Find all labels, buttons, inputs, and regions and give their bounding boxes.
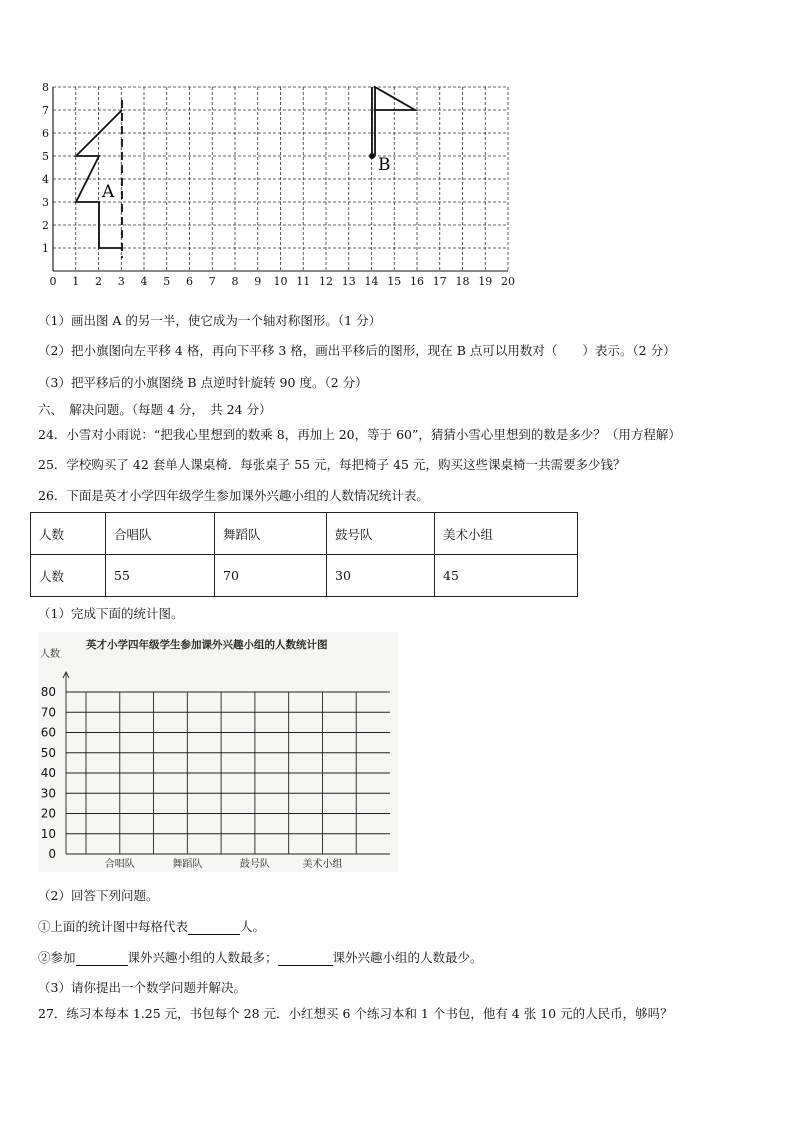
question-2: （2）把小旗图向左平移 4 格，再向下平移 3 格，画出平移后的图形，现在 B 点可以用数对（ ）表示。（2 分） bbox=[38, 343, 676, 358]
x-tick-label: 0 bbox=[49, 275, 57, 288]
chart-category-label: 舞蹈队 bbox=[172, 859, 203, 870]
x-tick-label: 6 bbox=[186, 275, 193, 288]
table-cell: 55 bbox=[106, 555, 215, 597]
problem-26-part-2a: ①上面的统计图中每格代表 人。 bbox=[38, 919, 266, 934]
x-tick-label: 3 bbox=[117, 275, 125, 288]
chart-y-tick-label: 30 bbox=[40, 786, 56, 801]
chart-title: 英才小学四年级学生参加课外兴趣小组的人数统计图 bbox=[86, 639, 328, 651]
point-b bbox=[369, 153, 375, 159]
x-tick-label: 13 bbox=[341, 275, 356, 288]
question-3: （3）把平移后的小旗图绕 B 点逆时针旋转 90 度。（2 分） bbox=[38, 375, 368, 390]
table-cell: 合唱队 bbox=[106, 513, 215, 555]
table-cell: 70 bbox=[215, 555, 327, 597]
table-row bbox=[31, 555, 578, 597]
x-tick-label: 15 bbox=[387, 275, 402, 288]
answer-blank[interactable] bbox=[76, 949, 128, 966]
chart-y-tick-label: 40 bbox=[40, 766, 56, 780]
y-tick-label: 3 bbox=[42, 196, 49, 209]
coordinate-grid-figure bbox=[0, 0, 794, 300]
flag-shape bbox=[375, 87, 415, 156]
problem-26-part-2b: ②参加 课外兴趣小组的人数最多； 课外兴趣小组的人数最少。 bbox=[38, 950, 483, 965]
table-cell: 30 bbox=[327, 555, 435, 597]
chart-ylabel: 人数 bbox=[40, 649, 60, 660]
chart-category-label: 合唱队 bbox=[104, 859, 135, 870]
y-tick-label: 6 bbox=[42, 127, 49, 140]
x-tick-label: 14 bbox=[364, 275, 379, 288]
y-tick-label: 7 bbox=[42, 104, 49, 117]
chart-y-tick-label: 70 bbox=[40, 705, 56, 720]
chart-y-tick-label: 0 bbox=[48, 847, 56, 861]
shape-a-label: A bbox=[102, 182, 115, 202]
y-tick-label: 2 bbox=[42, 219, 49, 232]
y-tick-label: 1 bbox=[42, 242, 49, 255]
problem-27: 27．练习本每本 1.25 元，书包每个 28 元．小红想买 6 个练习本和 1 个书包，他有 4 张 10 元的人民币，够吗？ bbox=[38, 1006, 673, 1021]
chart-y-tick-label: 80 bbox=[40, 685, 56, 699]
x-tick-label: 11 bbox=[296, 275, 311, 288]
problem-26-part-3: （3）请你提出一个数学问题并解决。 bbox=[38, 980, 246, 995]
x-tick-label: 9 bbox=[254, 275, 262, 288]
chart-category-label: 鼓号队 bbox=[239, 859, 270, 870]
question-1: （1）画出图 A 的另一半，使它成为一个轴对称图形。（1 分） bbox=[38, 313, 382, 328]
chart-y-tick-label: 10 bbox=[40, 826, 56, 841]
problem-26-part-1: （1）完成下面的统计图。 bbox=[38, 606, 184, 621]
chart-category-label: 美术小组 bbox=[302, 859, 343, 870]
x-tick-label: 10 bbox=[273, 275, 288, 288]
table-cell: 鼓号队 bbox=[327, 513, 435, 555]
x-tick-label: 17 bbox=[432, 275, 447, 288]
bar-chart bbox=[38, 632, 398, 872]
chart-y-tick-label: 50 bbox=[40, 745, 56, 760]
problem-26-part-2: （2）回答下列问题。 bbox=[38, 888, 159, 903]
x-tick-label: 18 bbox=[455, 275, 470, 288]
table-cell: 舞蹈队 bbox=[215, 513, 327, 555]
x-tick-label: 16 bbox=[410, 275, 424, 288]
x-tick-label: 4 bbox=[140, 275, 148, 288]
problem-24: 24．小雪对小雨说：“把我心里想到的数乘 8，再加上 20，等于 60”，猜猜小雪心里想到的数是多少？（用方程解） bbox=[38, 427, 681, 442]
y-tick-label: 8 bbox=[42, 81, 49, 94]
x-tick-label: 19 bbox=[478, 275, 493, 288]
x-tick-label: 20 bbox=[501, 275, 515, 288]
table-cell: 美术小组 bbox=[435, 513, 578, 555]
problem-25: 25．学校购买了 42 套单人课桌椅．每张桌子 55 元，每把椅子 45 元，购买这些课桌椅一共需要多少钱？ bbox=[38, 457, 626, 472]
chart-y-tick-label: 60 bbox=[40, 725, 56, 740]
x-tick-label: 12 bbox=[319, 275, 333, 288]
x-tick-label: 2 bbox=[95, 275, 102, 288]
chart-y-tick-label: 20 bbox=[40, 806, 56, 821]
table-cell: 人数 bbox=[31, 513, 106, 555]
section-heading: 六、 解决问题。（每题 4 分， 共 24 分） bbox=[38, 402, 272, 417]
table-cell: 45 bbox=[435, 555, 578, 597]
stats-table bbox=[30, 512, 578, 597]
answer-blank[interactable] bbox=[188, 918, 240, 935]
y-tick-label: 5 bbox=[42, 150, 49, 163]
x-tick-label: 1 bbox=[72, 275, 80, 288]
x-tick-label: 8 bbox=[231, 275, 239, 288]
x-tick-label: 7 bbox=[208, 275, 216, 288]
table-row bbox=[31, 513, 578, 555]
problem-26: 26．下面是英才小学四年级学生参加课外兴趣小组的人数情况统计表。 bbox=[38, 488, 429, 503]
table-cell: 人数 bbox=[31, 555, 106, 597]
answer-blank[interactable] bbox=[278, 949, 333, 966]
y-tick-label: 4 bbox=[42, 173, 49, 186]
point-b-label: B bbox=[378, 155, 391, 175]
x-tick-label: 5 bbox=[163, 275, 171, 288]
